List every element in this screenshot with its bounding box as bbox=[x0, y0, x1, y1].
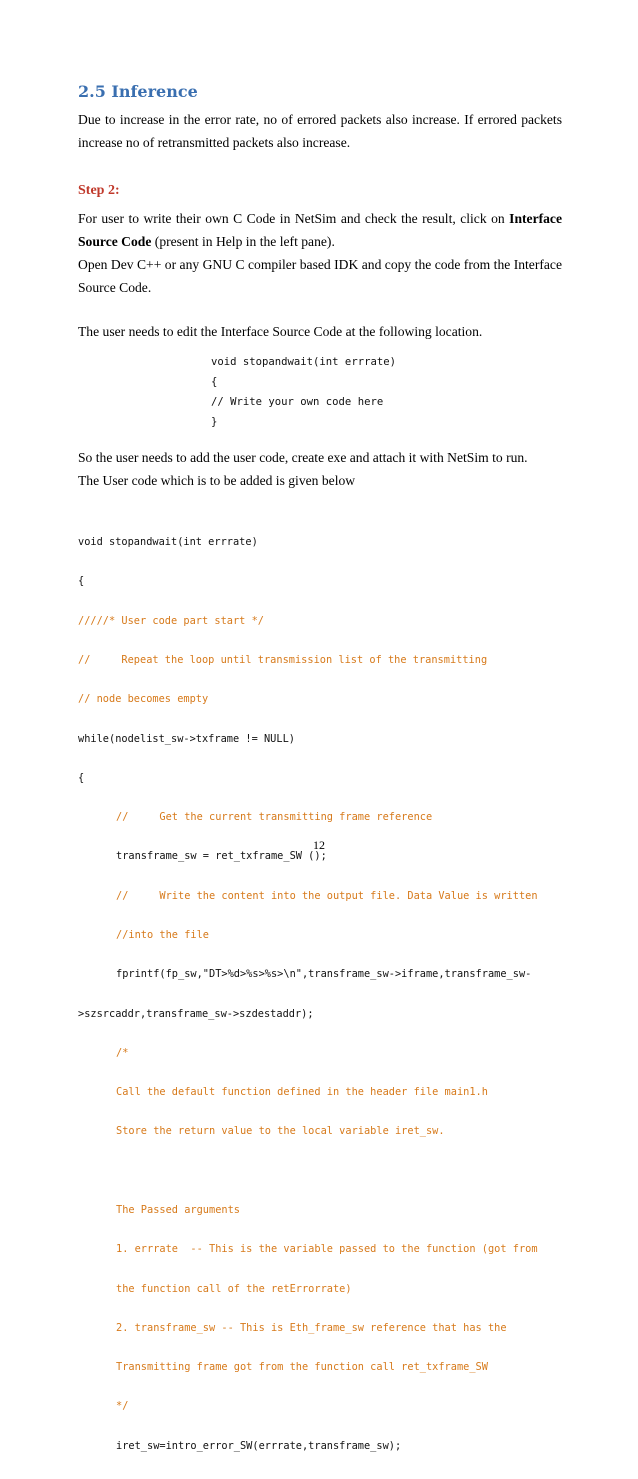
code-comment-line: // Repeat the loop until transmission list of the transmitting bbox=[78, 654, 488, 667]
code-comment-line: /* bbox=[116, 1046, 129, 1059]
code-line: void stopandwait(int errrate) bbox=[78, 536, 258, 549]
user-code-block bbox=[78, 510, 578, 1479]
code-line: iret_sw=intro_error_SW(errrate,transframe_sw); bbox=[116, 1439, 402, 1452]
code-comment-line: */ bbox=[116, 1400, 129, 1413]
compiler-paragraph: Open Dev C++ or any GNU C compiler based IDK and copy the code from the Interface Source Code. bbox=[78, 257, 562, 295]
code-comment-line: 1. errrate -- This is the variable passed to the function (got from bbox=[116, 1243, 538, 1256]
step-instruction-suffix: (present in Help in the left pane). bbox=[151, 234, 335, 249]
step-instruction-text: For user to write their own C Code in NetSim and check the result, click on bbox=[78, 211, 510, 226]
location-code-line: void stopandwait(int errrate) bbox=[211, 356, 396, 368]
section-heading: 2.5 Inference bbox=[78, 82, 198, 101]
code-comment-line: 2. transframe_sw -- This is Eth_frame_sw reference that has the bbox=[116, 1321, 507, 1334]
code-comment-line: Transmitting frame got from the function call ret_txframe_SW bbox=[116, 1361, 488, 1374]
code-line: fprintf(fp_sw,"DT>%d>%s>%s>\n",transframe_sw->iframe,transframe_sw- bbox=[116, 968, 532, 981]
code-comment-line: /////* User code part start */ bbox=[78, 614, 264, 627]
step-instruction-paragraph bbox=[78, 207, 562, 253]
after-text-line2: The User code which is to be added is given below bbox=[78, 473, 356, 488]
code-line: transframe_sw = ret_txframe_SW (); bbox=[116, 850, 327, 863]
code-comment-line: The Passed arguments bbox=[116, 1203, 240, 1216]
code-comment-line: Call the default function defined in the header file main1.h bbox=[116, 1086, 488, 1099]
after-text-line1: So the user needs to add the user code, create exe and attach it with NetSim to run. bbox=[78, 450, 528, 465]
code-comment-line: // node becomes empty bbox=[78, 693, 209, 706]
interface-source-code-label: Interface Source Code bbox=[78, 211, 562, 249]
code-comment-line: Store the return value to the local variable iret_sw. bbox=[116, 1125, 445, 1138]
location-code-line: } bbox=[211, 416, 218, 428]
code-line: { bbox=[78, 771, 85, 784]
code-line: while(nodelist_sw->txframe != NULL) bbox=[78, 732, 295, 745]
code-comment-line: // Write the content into the output file. Data Value is written bbox=[116, 889, 538, 902]
code-line: { bbox=[78, 575, 85, 588]
location-code-line: // Write your own code here bbox=[211, 396, 384, 408]
location-code-line: { bbox=[211, 376, 218, 388]
page-number: 12 bbox=[313, 838, 325, 852]
code-comment-line: the function call of the retErrorrate) bbox=[116, 1282, 352, 1295]
edit-location-paragraph: The user needs to edit the Interface Source Code at the following location. bbox=[78, 324, 483, 339]
code-comment-line bbox=[78, 1165, 578, 1178]
step-label: Step 2: bbox=[78, 183, 120, 198]
inference-paragraph: Due to increase in the error rate, no of errored packets also increase. If errored packets increase no of retransmitted packets also increase. bbox=[78, 112, 562, 150]
code-line: >szsrcaddr,transframe_sw->szdestaddr); bbox=[78, 1007, 314, 1020]
code-comment-line: // Get the current transmitting frame reference bbox=[116, 811, 433, 824]
code-comment-line: //into the file bbox=[116, 929, 209, 941]
